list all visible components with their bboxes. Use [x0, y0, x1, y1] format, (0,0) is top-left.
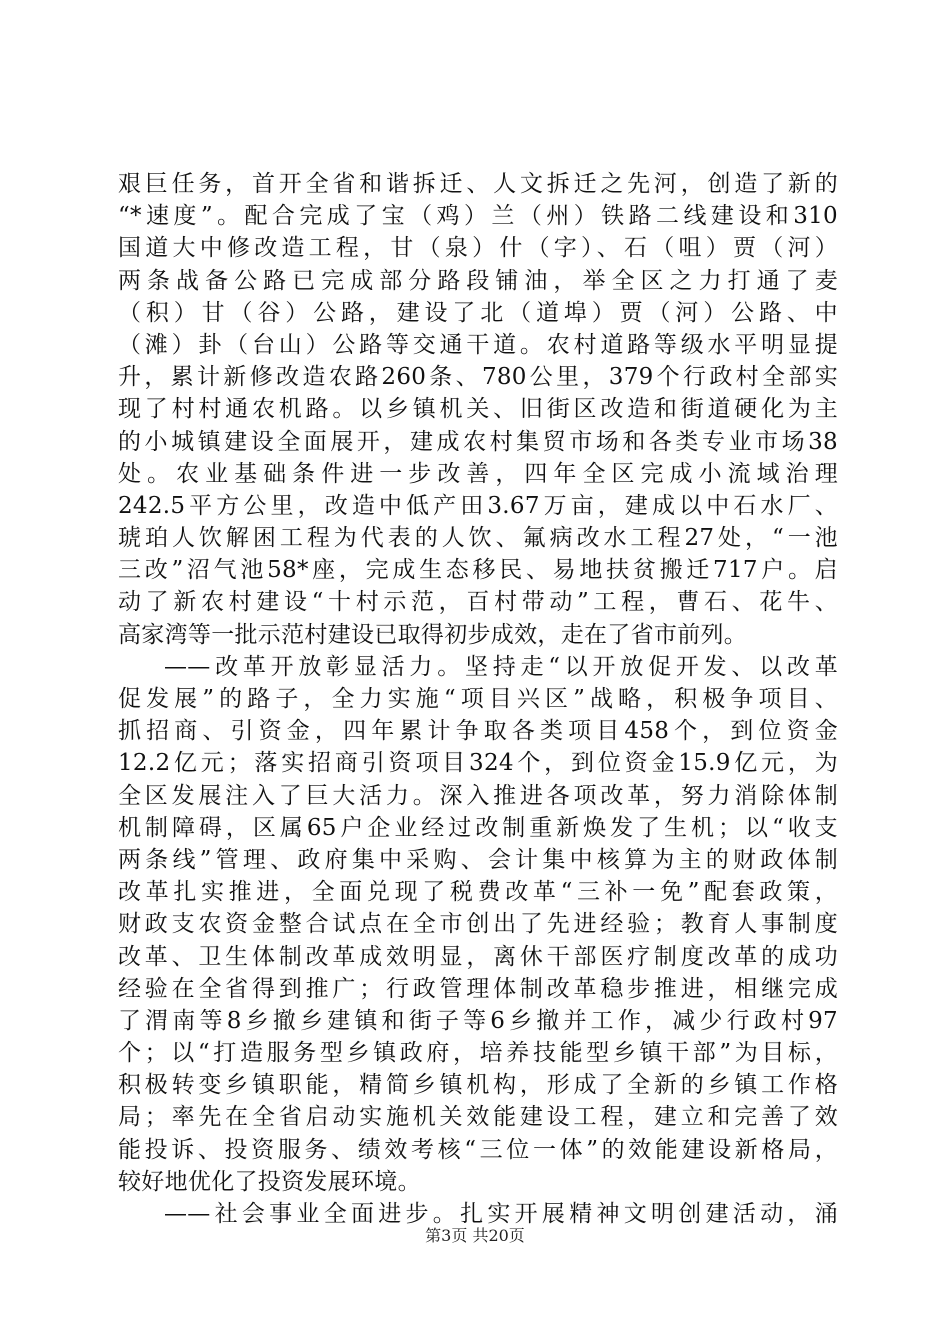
text-line: 动了新农村建设“十村示范，百村带动”工程，曹石、花牛、	[118, 589, 838, 616]
text-line: 了渭南等8乡撤乡建镇和街子等6乡撤并工作，减少行政村97	[118, 1007, 838, 1034]
text-line: 升，累计新修改造农路260条、780公里，379个行政村全部实	[118, 364, 838, 391]
text-line: 积极转变乡镇职能，精简乡镇机构，形成了全新的乡镇工作格	[118, 1072, 838, 1099]
text-line: 琥珀人饮解困工程为代表的人饮、氟病改水工程27处，“一池	[118, 525, 838, 552]
text-line: （积）甘（谷）公路，建设了北（道埠）贾（河）公路、中	[118, 299, 838, 326]
text-line: 处。农业基础条件进一步改善，四年全区完成小流域治理	[118, 460, 838, 487]
text-line: （滩）卦（台山）公路等交通干道。农村道路等级水平明显提	[118, 331, 838, 358]
text-line: 经验在全省得到推广；行政管理体制改革稳步推进，相继完成	[118, 975, 838, 1002]
text-line: 艰巨任务，首开全省和谐拆迁、人文拆迁之先河，创造了新的	[118, 171, 838, 197]
text-line: 两条线”管理、政府集中采购、会计集中核算为主的财政体制	[118, 846, 838, 873]
text-line: 财政支农资金整合试点在全市创出了先进经验；教育人事制度	[118, 911, 838, 938]
text-line: 现了村村通农机路。以乡镇机关、旧街区改造和街道硬化为主	[118, 396, 838, 423]
text-line: 促发展”的路子，全力实施“项目兴区”战略，积极争项目、	[118, 686, 838, 712]
text-line: “*速度”。配合完成了宝（鸡）兰（州）铁路二线建设和310	[118, 203, 838, 230]
text-line: 两条战备公路已完成部分路段铺油，举全区之力打通了麦	[118, 267, 838, 294]
text-line: 能投诉、投资服务、绩效考核“三位一体”的效能建设新格局，	[118, 1136, 838, 1163]
section-heading-line: ——改革开放彰显活力。坚持走“以开放促开发、以改革	[164, 653, 838, 680]
text-line: 242.5平方公里，改造中低产田3.67万亩，建成以中石水厂、	[118, 492, 838, 519]
section-heading-line: ——社会事业全面进步。扎实开展精神文明创建活动，涌	[164, 1201, 838, 1227]
text-line: 改革、卫生体制改革成效明显，离休干部医疗制度改革的成功	[118, 943, 838, 970]
document-body	[118, 168, 838, 1230]
text-line: 抓招商、引资金，四年累计争取各类项目458个，到位资金	[118, 718, 838, 745]
text-line: 高家湾等一批示范村建设已取得初步成效，走在了省市前列。	[118, 621, 748, 648]
page-number-footer: 第3页 共20页	[425, 1226, 525, 1245]
text-line: 机制障碍，区属65户企业经过改制重新焕发了生机；以“收支	[118, 814, 838, 841]
text-line: 局；率先在全省启动实施机关效能建设工程，建立和完善了效	[118, 1104, 838, 1131]
text-line: 改革扎实推进，全面兑现了税费改革“三补一免”配套政策，	[118, 879, 838, 906]
text-line: 较好地优化了投资发展环境。	[118, 1168, 421, 1195]
text-line: 的小城镇建设全面展开，建成农村集贸市场和各类专业市场38	[118, 428, 838, 455]
text-line: 12.2亿元；落实招商引资项目324个，到位资金15.9亿元，为	[118, 750, 838, 777]
text-line: 全区发展注入了巨大活力。深入推进各项改革，努力消除体制	[118, 782, 838, 809]
text-line: 国道大中修改造工程，甘（泉）什（字）、石（咀）贾（河）	[118, 235, 838, 262]
text-line: 个；以“打造服务型乡镇政府，培养技能型乡镇干部”为目标，	[118, 1040, 838, 1067]
text-line: 三改”沼气池58*座，完成生态移民、易地扶贫搬迁717户。启	[118, 557, 838, 584]
